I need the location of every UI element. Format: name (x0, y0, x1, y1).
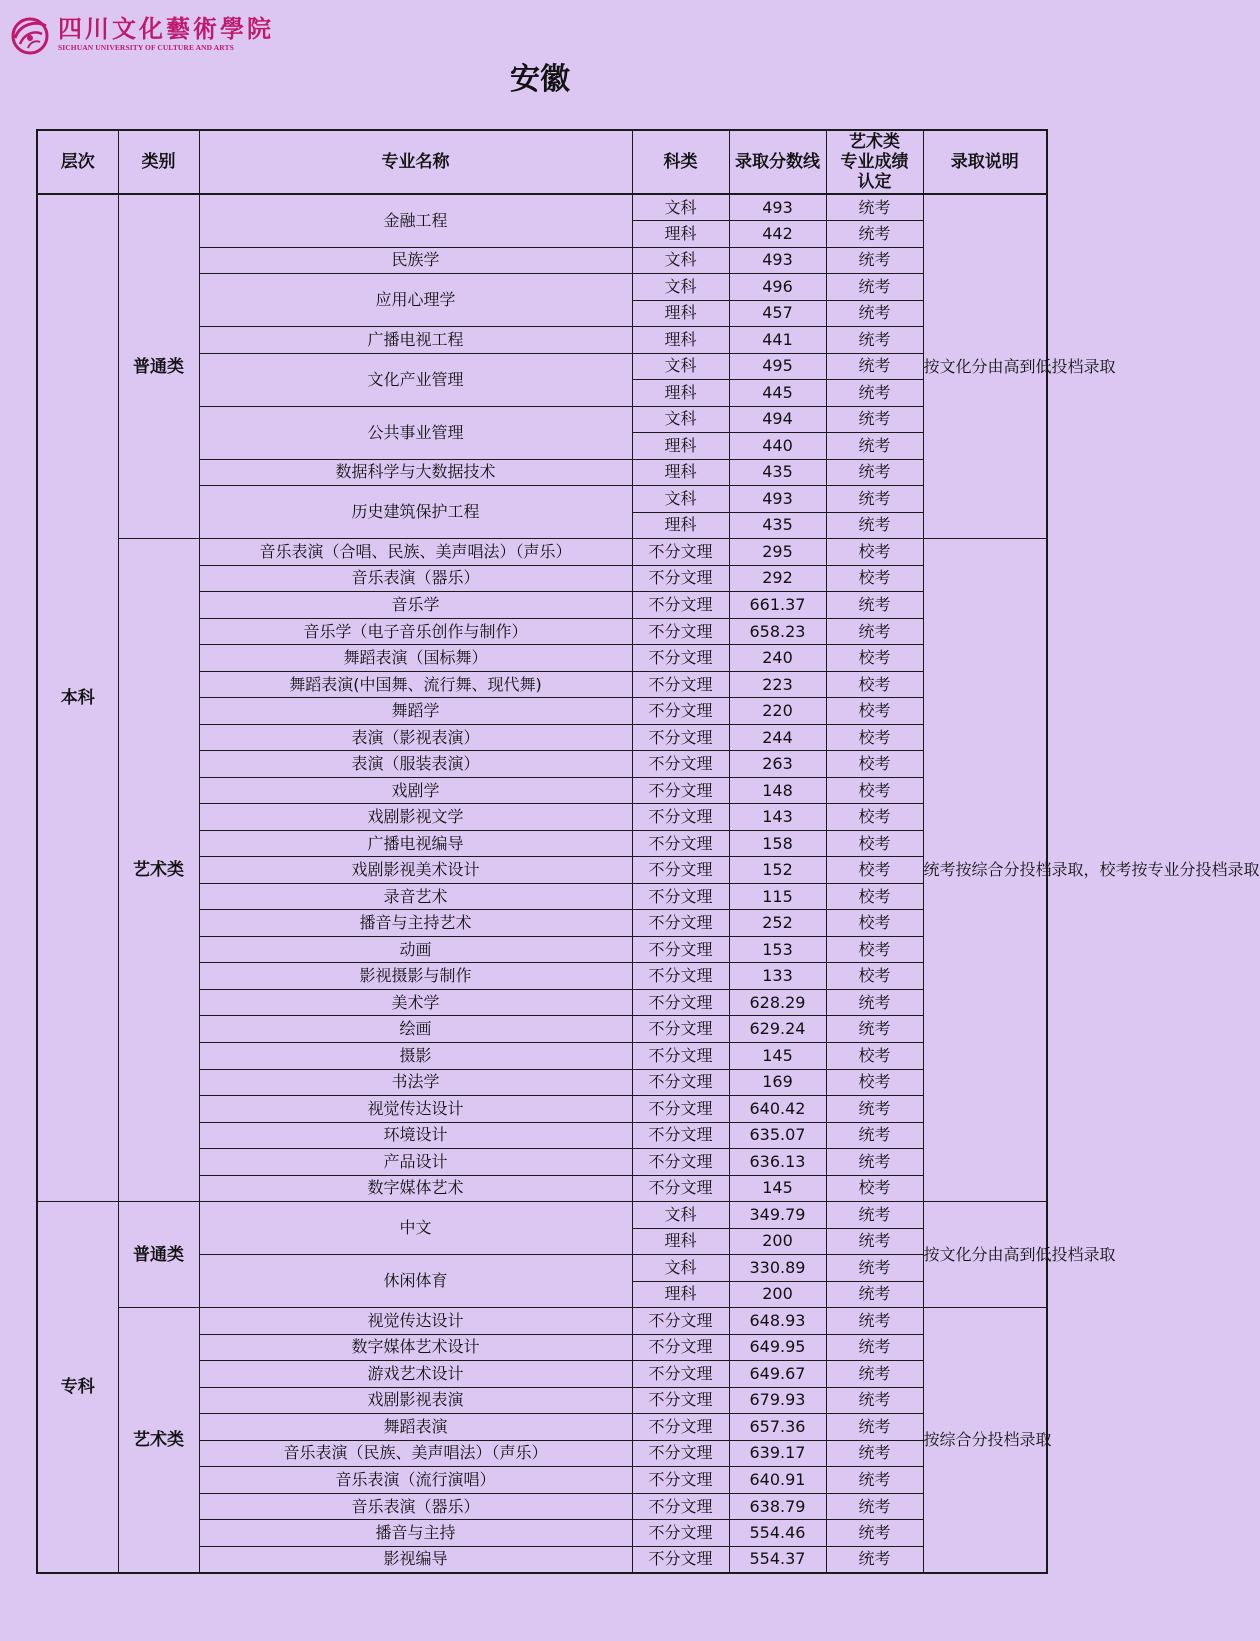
score-cell: 200 (729, 1228, 826, 1255)
major-cell: 音乐表演（器乐） (199, 1493, 632, 1520)
art-assess-cell: 统考 (826, 618, 923, 645)
art-assess-cell: 统考 (826, 1096, 923, 1123)
score-cell: 435 (729, 459, 826, 486)
score-cell: 457 (729, 300, 826, 327)
score-cell: 496 (729, 274, 826, 301)
subject-cell: 文科 (632, 486, 729, 513)
subject-cell: 不分文理 (632, 963, 729, 990)
art-assess-cell: 统考 (826, 274, 923, 301)
art-assess-cell: 统考 (826, 1387, 923, 1414)
major-cell: 游戏艺术设计 (199, 1361, 632, 1388)
table-body (37, 194, 1260, 1573)
art-assess-cell: 统考 (826, 1308, 923, 1335)
school-emblem-icon (6, 12, 54, 56)
subject-cell: 理科 (632, 1228, 729, 1255)
major-cell: 表演（服装表演） (199, 751, 632, 778)
major-cell: 环境设计 (199, 1122, 632, 1149)
score-cell: 441 (729, 327, 826, 354)
admission-score-table (36, 129, 1260, 1574)
subject-cell: 不分文理 (632, 671, 729, 698)
score-cell: 133 (729, 963, 826, 990)
score-cell: 640.42 (729, 1096, 826, 1123)
subject-cell: 不分文理 (632, 804, 729, 831)
art-assess-cell: 统考 (826, 1334, 923, 1361)
subject-cell: 不分文理 (632, 1096, 729, 1123)
major-cell: 戏剧影视美术设计 (199, 857, 632, 884)
major-cell: 舞蹈表演（国标舞） (199, 645, 632, 672)
major-cell: 戏剧影视表演 (199, 1387, 632, 1414)
subject-cell: 文科 (632, 1255, 729, 1282)
art-assess-cell: 校考 (826, 883, 923, 910)
major-cell: 摄影 (199, 1043, 632, 1070)
score-cell: 493 (729, 486, 826, 513)
col-major-header: 专业名称 (199, 130, 632, 194)
art-assess-cell: 校考 (826, 804, 923, 831)
major-cell: 播音与主持艺术 (199, 910, 632, 937)
subject-cell: 不分文理 (632, 1043, 729, 1070)
score-cell: 445 (729, 380, 826, 407)
subject-cell: 理科 (632, 221, 729, 248)
major-cell: 舞蹈学 (199, 698, 632, 725)
art-assess-cell: 统考 (826, 1281, 923, 1308)
subject-cell: 不分文理 (632, 1493, 729, 1520)
major-cell: 绘画 (199, 1016, 632, 1043)
score-cell: 263 (729, 751, 826, 778)
art-assess-cell: 统考 (826, 353, 923, 380)
art-assess-cell: 统考 (826, 1122, 923, 1149)
note-cell: 按文化分由高到低投档录取 (923, 194, 1047, 539)
major-cell: 文化产业管理 (199, 353, 632, 406)
major-cell: 中文 (199, 1202, 632, 1255)
table-row (37, 1308, 1047, 1335)
major-cell: 录音艺术 (199, 883, 632, 910)
art-assess-cell: 校考 (826, 724, 923, 751)
score-cell: 223 (729, 671, 826, 698)
category-cell: 普通类 (118, 1202, 199, 1308)
note-cell: 按综合分投档录取 (923, 1308, 1047, 1573)
col-score-header: 录取分数线 (729, 130, 826, 194)
major-cell: 影视编导 (199, 1546, 632, 1573)
art-assess-cell: 统考 (826, 486, 923, 513)
subject-cell: 不分文理 (632, 1016, 729, 1043)
score-cell: 640.91 (729, 1467, 826, 1494)
major-cell: 戏剧学 (199, 777, 632, 804)
major-cell: 表演（影视表演） (199, 724, 632, 751)
score-cell: 649.67 (729, 1361, 826, 1388)
subject-cell: 文科 (632, 406, 729, 433)
score-cell: 152 (729, 857, 826, 884)
subject-cell: 理科 (632, 300, 729, 327)
subject-cell: 不分文理 (632, 883, 729, 910)
col-note-header: 录取说明 (923, 130, 1047, 194)
art-assess-cell: 校考 (826, 857, 923, 884)
subject-cell: 文科 (632, 274, 729, 301)
subject-cell: 不分文理 (632, 910, 729, 937)
art-assess-cell: 校考 (826, 936, 923, 963)
score-cell: 158 (729, 830, 826, 857)
subject-cell: 不分文理 (632, 1175, 729, 1202)
art-assess-cell: 统考 (826, 300, 923, 327)
major-cell: 公共事业管理 (199, 406, 632, 459)
major-cell: 产品设计 (199, 1149, 632, 1176)
score-cell: 657.36 (729, 1414, 826, 1441)
level-cell: 专科 (37, 1202, 118, 1573)
col-art-header-line: 专业成绩 (840, 152, 909, 172)
art-assess-cell: 统考 (826, 1149, 923, 1176)
subject-cell: 不分文理 (632, 1334, 729, 1361)
major-cell: 数字媒体艺术设计 (199, 1334, 632, 1361)
major-cell: 动画 (199, 936, 632, 963)
score-cell: 661.37 (729, 592, 826, 619)
subject-cell: 不分文理 (632, 751, 729, 778)
score-cell: 495 (729, 353, 826, 380)
art-assess-cell: 校考 (826, 1069, 923, 1096)
major-cell: 美术学 (199, 989, 632, 1016)
subject-cell: 不分文理 (632, 857, 729, 884)
score-cell: 145 (729, 1175, 826, 1202)
art-assess-cell: 统考 (826, 194, 923, 221)
score-cell: 638.79 (729, 1493, 826, 1520)
score-cell: 554.37 (729, 1546, 826, 1573)
score-cell: 554.46 (729, 1520, 826, 1547)
score-cell: 330.89 (729, 1255, 826, 1282)
score-cell: 636.13 (729, 1149, 826, 1176)
subject-cell: 不分文理 (632, 936, 729, 963)
major-cell: 戏剧影视文学 (199, 804, 632, 831)
subject-cell: 不分文理 (632, 645, 729, 672)
major-cell: 音乐学 (199, 592, 632, 619)
school-name-en: SICHUAN UNIVERSITY OF CULTURE AND ARTS (58, 43, 234, 52)
table-header-row (37, 130, 1047, 194)
art-assess-cell: 统考 (826, 406, 923, 433)
subject-cell: 不分文理 (632, 698, 729, 725)
art-assess-cell: 统考 (826, 1520, 923, 1547)
major-cell: 数字媒体艺术 (199, 1175, 632, 1202)
score-cell: 240 (729, 645, 826, 672)
art-assess-cell: 校考 (826, 963, 923, 990)
major-cell: 音乐表演（器乐） (199, 565, 632, 592)
subject-cell: 理科 (632, 512, 729, 539)
art-assess-cell: 统考 (826, 459, 923, 486)
score-cell: 153 (729, 936, 826, 963)
major-cell: 影视摄影与制作 (199, 963, 632, 990)
score-cell: 628.29 (729, 989, 826, 1016)
category-cell: 艺术类 (118, 539, 199, 1202)
score-cell: 629.24 (729, 1016, 826, 1043)
score-cell: 658.23 (729, 618, 826, 645)
major-cell: 广播电视工程 (199, 327, 632, 354)
art-assess-cell: 校考 (826, 751, 923, 778)
level-cell: 本科 (37, 194, 118, 1202)
major-cell: 视觉传达设计 (199, 1096, 632, 1123)
art-assess-cell: 统考 (826, 1493, 923, 1520)
subject-cell: 不分文理 (632, 1308, 729, 1335)
subject-cell: 不分文理 (632, 1122, 729, 1149)
score-cell: 635.07 (729, 1122, 826, 1149)
score-cell: 200 (729, 1281, 826, 1308)
major-cell: 历史建筑保护工程 (199, 486, 632, 539)
art-assess-cell: 统考 (826, 1546, 923, 1573)
subject-cell: 不分文理 (632, 989, 729, 1016)
art-assess-cell: 统考 (826, 1414, 923, 1441)
subject-cell: 不分文理 (632, 1361, 729, 1388)
subject-cell: 理科 (632, 380, 729, 407)
score-cell: 252 (729, 910, 826, 937)
subject-cell: 不分文理 (632, 724, 729, 751)
art-assess-cell: 校考 (826, 645, 923, 672)
subject-cell: 不分文理 (632, 1546, 729, 1573)
subject-cell: 不分文理 (632, 1414, 729, 1441)
score-cell: 440 (729, 433, 826, 460)
art-assess-cell: 校考 (826, 1175, 923, 1202)
col-subject-header: 科类 (632, 130, 729, 194)
major-cell: 休闲体育 (199, 1255, 632, 1308)
major-cell: 应用心理学 (199, 274, 632, 327)
major-cell: 音乐表演（民族、美声唱法）（声乐） (199, 1440, 632, 1467)
subject-cell: 不分文理 (632, 1387, 729, 1414)
major-cell: 金融工程 (199, 194, 632, 247)
school-name-cn: 四川文化藝術學院 (58, 14, 274, 43)
score-cell: 435 (729, 512, 826, 539)
art-assess-cell: 统考 (826, 380, 923, 407)
art-assess-cell: 统考 (826, 512, 923, 539)
major-cell: 音乐表演（流行演唱） (199, 1467, 632, 1494)
art-assess-cell: 统考 (826, 433, 923, 460)
table-row (37, 194, 1047, 221)
score-cell: 493 (729, 247, 826, 274)
art-assess-cell: 校考 (826, 777, 923, 804)
art-assess-cell: 校考 (826, 910, 923, 937)
major-cell: 数据科学与大数据技术 (199, 459, 632, 486)
score-cell: 115 (729, 883, 826, 910)
art-assess-cell: 统考 (826, 1202, 923, 1229)
subject-cell: 不分文理 (632, 592, 729, 619)
score-cell: 145 (729, 1043, 826, 1070)
subject-cell: 文科 (632, 353, 729, 380)
score-cell: 494 (729, 406, 826, 433)
col-art-header-line: 认定 (857, 172, 892, 192)
subject-cell: 不分文理 (632, 539, 729, 566)
subject-cell: 不分文理 (632, 1440, 729, 1467)
col-level-header: 层次 (37, 130, 118, 194)
art-assess-cell: 校考 (826, 539, 923, 566)
subject-cell: 不分文理 (632, 1467, 729, 1494)
subject-cell: 不分文理 (632, 618, 729, 645)
art-assess-cell: 统考 (826, 1016, 923, 1043)
major-cell: 民族学 (199, 247, 632, 274)
art-assess-cell: 校考 (826, 565, 923, 592)
score-cell: 493 (729, 194, 826, 221)
art-assess-cell: 校考 (826, 830, 923, 857)
subject-cell: 理科 (632, 327, 729, 354)
score-cell: 679.93 (729, 1387, 826, 1414)
art-assess-cell: 统考 (826, 247, 923, 274)
subject-cell: 不分文理 (632, 1069, 729, 1096)
score-cell: 148 (729, 777, 826, 804)
art-assess-cell: 校考 (826, 698, 923, 725)
school-logo (6, 12, 274, 56)
art-assess-cell: 校考 (826, 671, 923, 698)
note-cell: 按文化分由高到低投档录取 (923, 1202, 1047, 1308)
art-assess-cell: 统考 (826, 1440, 923, 1467)
score-cell: 143 (729, 804, 826, 831)
score-cell: 169 (729, 1069, 826, 1096)
art-assess-cell: 统考 (826, 1467, 923, 1494)
note-cell: 统考按综合分投档录取，校考按专业分投档录取 (923, 539, 1047, 1202)
major-cell: 音乐表演（合唱、民族、美声唱法）（声乐） (199, 539, 632, 566)
score-cell: 349.79 (729, 1202, 826, 1229)
major-cell: 广播电视编导 (199, 830, 632, 857)
score-cell: 649.95 (729, 1334, 826, 1361)
table-row (37, 1202, 1047, 1229)
art-assess-cell: 统考 (826, 1228, 923, 1255)
art-assess-cell: 校考 (826, 1043, 923, 1070)
col-art-header-line: 艺术类 (849, 132, 900, 152)
score-cell: 244 (729, 724, 826, 751)
score-cell: 220 (729, 698, 826, 725)
art-assess-cell: 统考 (826, 989, 923, 1016)
subject-cell: 文科 (632, 194, 729, 221)
major-cell: 播音与主持 (199, 1520, 632, 1547)
subject-cell: 理科 (632, 1281, 729, 1308)
subject-cell: 文科 (632, 247, 729, 274)
major-cell: 视觉传达设计 (199, 1308, 632, 1335)
art-assess-cell: 统考 (826, 1361, 923, 1388)
art-assess-cell: 统考 (826, 592, 923, 619)
score-cell: 295 (729, 539, 826, 566)
category-cell: 普通类 (118, 194, 199, 539)
major-cell: 音乐学（电子音乐创作与制作） (199, 618, 632, 645)
art-assess-cell: 统考 (826, 327, 923, 354)
major-cell: 舞蹈表演(中国舞、流行舞、现代舞) (199, 671, 632, 698)
subject-cell: 不分文理 (632, 830, 729, 857)
score-cell: 442 (729, 221, 826, 248)
table-row (37, 539, 1047, 566)
score-cell: 648.93 (729, 1308, 826, 1335)
art-assess-cell: 统考 (826, 1255, 923, 1282)
subject-cell: 理科 (632, 459, 729, 486)
subject-cell: 文科 (632, 1202, 729, 1229)
category-cell: 艺术类 (118, 1308, 199, 1573)
major-cell: 书法学 (199, 1069, 632, 1096)
col-art-header (826, 130, 923, 194)
subject-cell: 不分文理 (632, 1149, 729, 1176)
score-cell: 292 (729, 565, 826, 592)
score-cell: 639.17 (729, 1440, 826, 1467)
page-title: 安徽 (510, 62, 570, 97)
subject-cell: 理科 (632, 433, 729, 460)
col-category-header: 类别 (118, 130, 199, 194)
subject-cell: 不分文理 (632, 1520, 729, 1547)
subject-cell: 不分文理 (632, 777, 729, 804)
subject-cell: 不分文理 (632, 565, 729, 592)
major-cell: 舞蹈表演 (199, 1414, 632, 1441)
art-assess-cell: 统考 (826, 221, 923, 248)
